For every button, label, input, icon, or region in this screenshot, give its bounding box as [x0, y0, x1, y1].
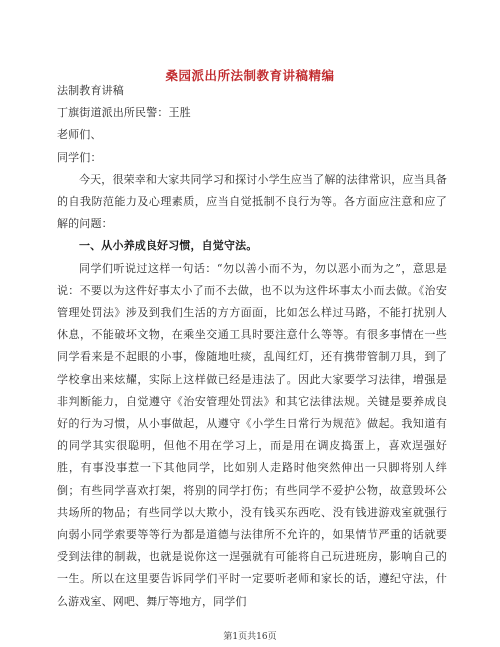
document-body — [57, 80, 447, 613]
salutation-students: 同学们： — [57, 150, 102, 164]
section-heading: 一、从小养成良好习惯，自觉守法。 — [79, 239, 258, 253]
page-number-footer: 第1页共16页 — [223, 632, 277, 642]
body-paragraph: 同学们听说过这样一句话：“勿以善小而不为，勿以恶小而为之”，意思是说：不要以为这件好事太小了而不去做，也不以为这件坏事太小而去做。《治安管理处罚法》涉及到我们生活的方方面面，比如怎么样过马路，不能打扰别人休息，不能破坏文物，在乘坐交通工具时要注意什么等等。有很多事情在一些同学看来是不起眼的小事，像随地吐痰，乱闯红灯，还有携带管制刀具，到了学校拿出来炫耀，实际上这样做已经是违法了。因此大家要学习法律，增强是非判断能力，自觉遵守《治安管理处罚法》和其它法律法规。关键是要养成良好的行为习惯，从小事做起，从遵守《小学生日常行为规范》做起。我知道有的同学其实很聪明，但他不用在学习上，而是用在调皮捣蛋上，喜欢逞强好胜，有事没事惹一下其他同学，比如别人走路时他突然伸出一只脚将别人绊倒；有些同学喜欢打架，将别的同学打伤；有些同学不爱护公物，故意毁坏公共场所的物品；有些同学以大欺小，没有钱买东西吃、没有钱进游戏室就强行向弱小同学索要等等行为都是道德与法律所不允许的，如果情节严重的话就要受到法律的制裁，也就是说你这一逞强就有可能将自己玩进班房，影响自己的一生。所以在这里要告诉同学们平时一定要听老师和家长的话，遵纪守法，什么游戏室、网吧、舞厅等地方，同学们 — [57, 261, 447, 608]
salutation-teachers: 老师们、 — [57, 128, 102, 142]
document-title: 桑园派出所法制教育讲稿精编 — [165, 68, 335, 83]
intro-paragraph: 今天，很荣幸和大家共同学习和探讨小学生应当了解的法律常识，应当具备的自我防范能力及心理素质，应当自觉抵制不良行为等。各方面应注意和应了解的问题： — [57, 172, 447, 231]
speaker-line: 丁旗街道派出所民警：王胜 — [57, 106, 191, 120]
subtitle-line: 法制教育讲稿 — [57, 84, 124, 97]
